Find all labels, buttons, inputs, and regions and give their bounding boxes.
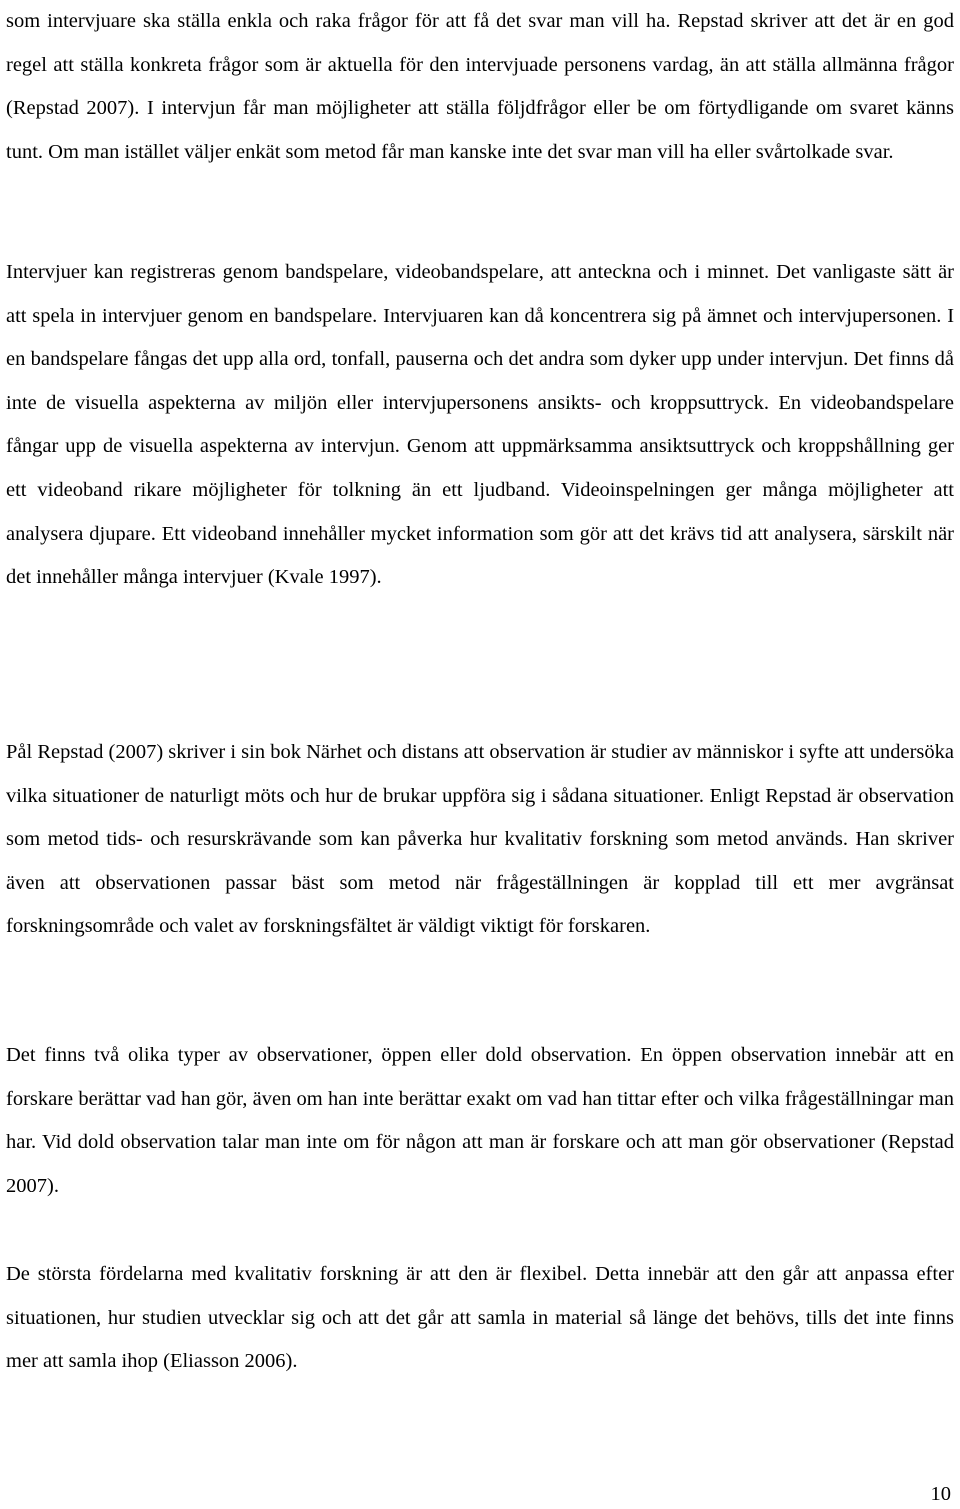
page-number: 10 <box>930 1483 951 1505</box>
sentence: En videobandspelare fångar upp de visuella aspekterna av intervjun. <box>6 391 954 458</box>
sentence: Enligt Repstad är observation som metod tids- och resurskrävande som kan påverka hur kvalitativ forskning som metod används. <box>6 784 954 851</box>
sentence: Om man istället väljer enkät som metod får man kanske inte det svar man vill ha eller svårtolkade svar. <box>48 140 894 163</box>
sentence: Videoinspelningen ger många möjligheter att analysera djupare. <box>6 478 954 545</box>
sentence: som intervjuare ska ställa enkla och raka frågor för att få det svar man vill ha. <box>6 10 671 32</box>
sentence: Intervjuaren kan då koncentrera sig på ämnet och intervjupersonen. <box>383 304 942 327</box>
sentence: En öppen observation innebär att en forskare berättar vad han gör, även om han inte berättar exakt om vad han tittar efter och vilka frågeställningar man har. <box>6 1044 954 1154</box>
sentence: De största fördelarna med kvalitativ forskning är att den är flexibel. <box>6 1263 588 1285</box>
paragraph-observation-definition <box>6 731 954 949</box>
sentence: Intervjuer kan registreras genom bandspelare, videobandspelare, att anteckna och i minnet. <box>6 261 770 283</box>
sentence: I intervjun får man möjligheter att ställa följdfrågor eller be om förtydligande om svaret känns tunt. <box>6 97 955 163</box>
sentence: Pål Repstad (2007) skriver i sin bok Närhet och distans att observation är studier av människor i syfte att undersöka vilka situationer de naturligt möts och hur de brukar uppföra sig i sådana situationer. <box>6 741 954 807</box>
sentence: I en bandspelare fångas det upp alla ord, tonfall, pauserna och det andra som dyker upp under intervjun. <box>6 304 955 371</box>
paragraph-observation-types <box>6 1034 954 1208</box>
sentence: Han skriver även att observationen passar bäst som metod när frågeställningen är kopplad till ett mer avgränsat forskningsområde och valet av forskningsfältet är väldigt viktigt för forskaren. <box>6 828 954 938</box>
paragraph-interview-questions <box>6 0 954 174</box>
sentence: Det finns då inte de visuella aspekterna av miljön eller intervjupersonens ansikts- och kroppsuttryck. <box>6 348 955 414</box>
sentence: Vid dold observation talar man inte om för någon att man är forskare och att man gör observationer (Repstad 2007). <box>6 1131 954 1197</box>
sentence: Ett videoband innehåller mycket information som gör att det krävs tid att analysera, särskilt när det innehåller många intervjuer (Kvale 1997). <box>6 522 954 589</box>
sentence: Repstad skriver att det är en god regel att ställa konkreta frågor som är aktuella för den intervjuade personens vardag, än att ställa allmänna frågor (Repstad 2007). <box>6 10 954 120</box>
sentence: Detta innebär att den går att anpassa efter situationen, hur studien utvecklar sig och att det går att samla in material så länge det behövs, tills det inte finns mer att samla ihop (Eliasson 2006). <box>6 1263 955 1373</box>
paragraph-recording-methods <box>6 251 954 600</box>
sentence: Det finns två olika typer av observationer, öppen eller dold observation. <box>6 1044 632 1066</box>
paragraph-qualitative-advantages <box>6 1253 954 1384</box>
sentence: Det vanligaste sätt är att spela in intervjuer genom en bandspelare. <box>6 261 955 327</box>
sentence: Genom att uppmärksamma ansiktsuttryck och kroppshållning ger ett videoband rikare möjligheter för tolkning än ett ljudband. <box>6 435 955 501</box>
